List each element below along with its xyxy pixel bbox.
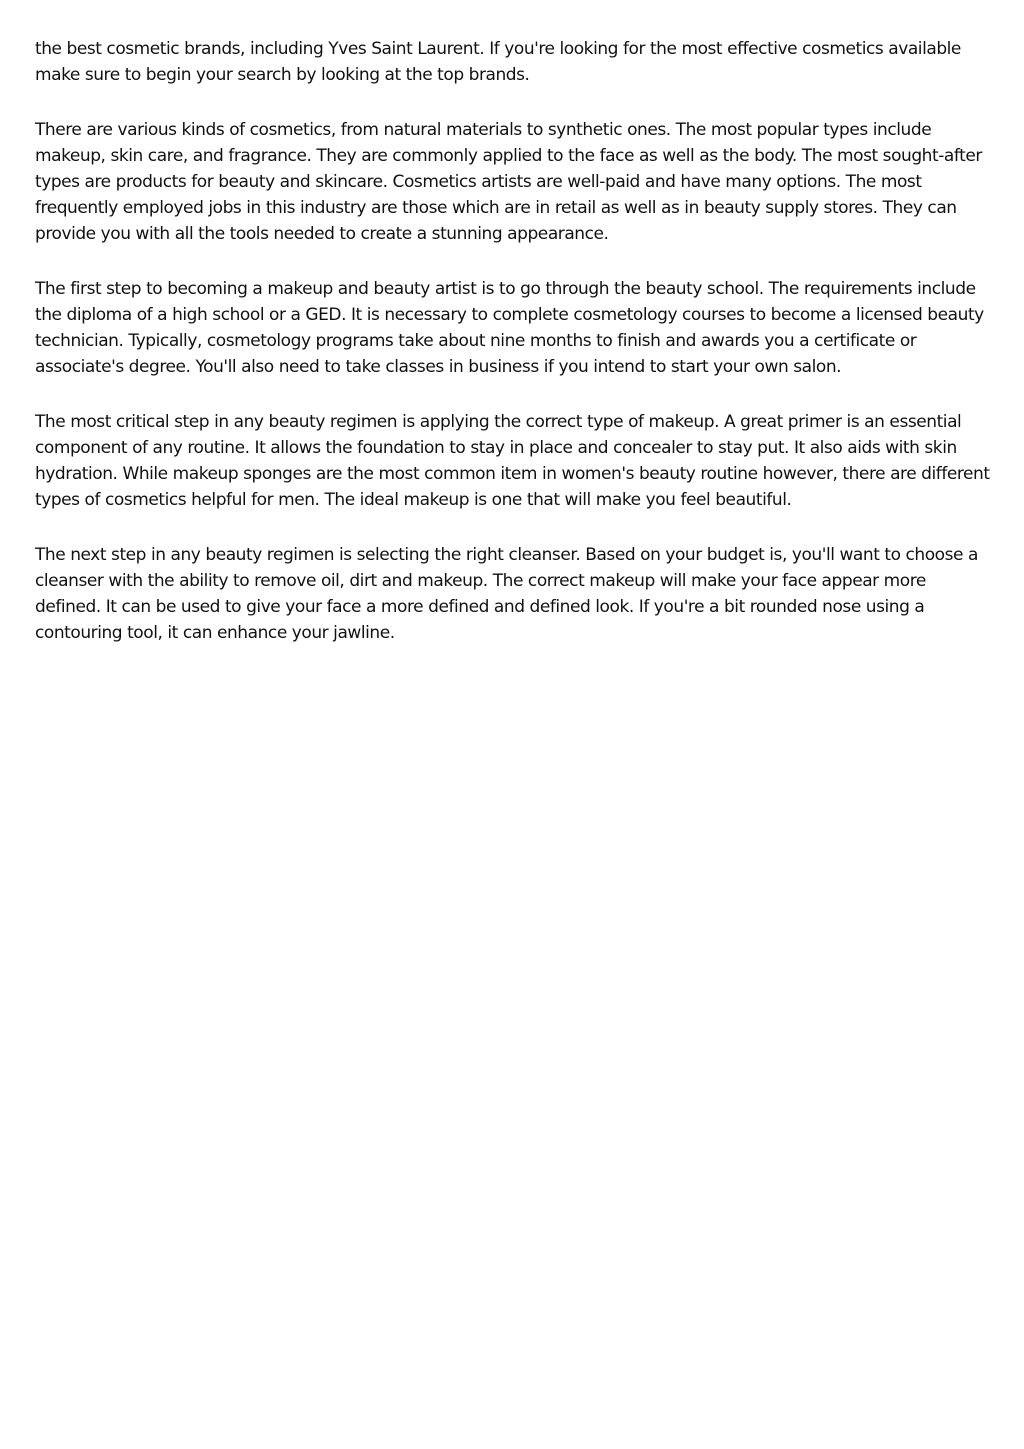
paragraph-5: The next step in any beauty regimen is selecting the right cleanser. Based on your budget is, you'll want to choose a cleanser with the ability to remove oil, dirt and makeup. The correct makeup will make your face appear more defined. It can be used to give your face a more defined and defined look. If you're a bit rounded nose using a contouring tool, it can enhance your jawline. (35, 545, 978, 643)
article-body (35, 36, 995, 675)
paragraph-2: There are various kinds of cosmetics, from natural materials to synthetic ones. The most popular types include makeup, skin care, and fragrance. They are commonly applied to the face as well as the body. The most sought-after types are products for beauty and skincare. Cosmetics artists are well-paid and have many options. The most frequently employed jobs in this industry are those which are in retail as well as in beauty supply stores. They can provide you with all the tools needed to create a stunning appearance. (35, 120, 982, 244)
paragraph-4: The most critical step in any beauty regimen is applying the correct type of makeup. A great primer is an essential component of any routine. It allows the foundation to stay in place and concealer to stay put. It also aids with skin hydration. While makeup sponges are the most common item in women's beauty routine however, there are different types of cosmetics helpful for men. The ideal makeup is one that will make you feel beautiful. (35, 412, 990, 510)
paragraph-1: the best cosmetic brands, including Yves Saint Laurent. If you're looking for the most effective cosmetics available make sure to begin your search by looking at the top brands. (35, 39, 961, 85)
paragraph-3: The first step to becoming a makeup and beauty artist is to go through the beauty school. The requirements include the diploma of a high school or a GED. It is necessary to complete cosmetology courses to become a licensed beauty technician. Typically, cosmetology programs take about nine months to finish and awards you a certificate or associate's degree. You'll also need to take classes in business if you intend to start your own salon. (35, 279, 984, 377)
